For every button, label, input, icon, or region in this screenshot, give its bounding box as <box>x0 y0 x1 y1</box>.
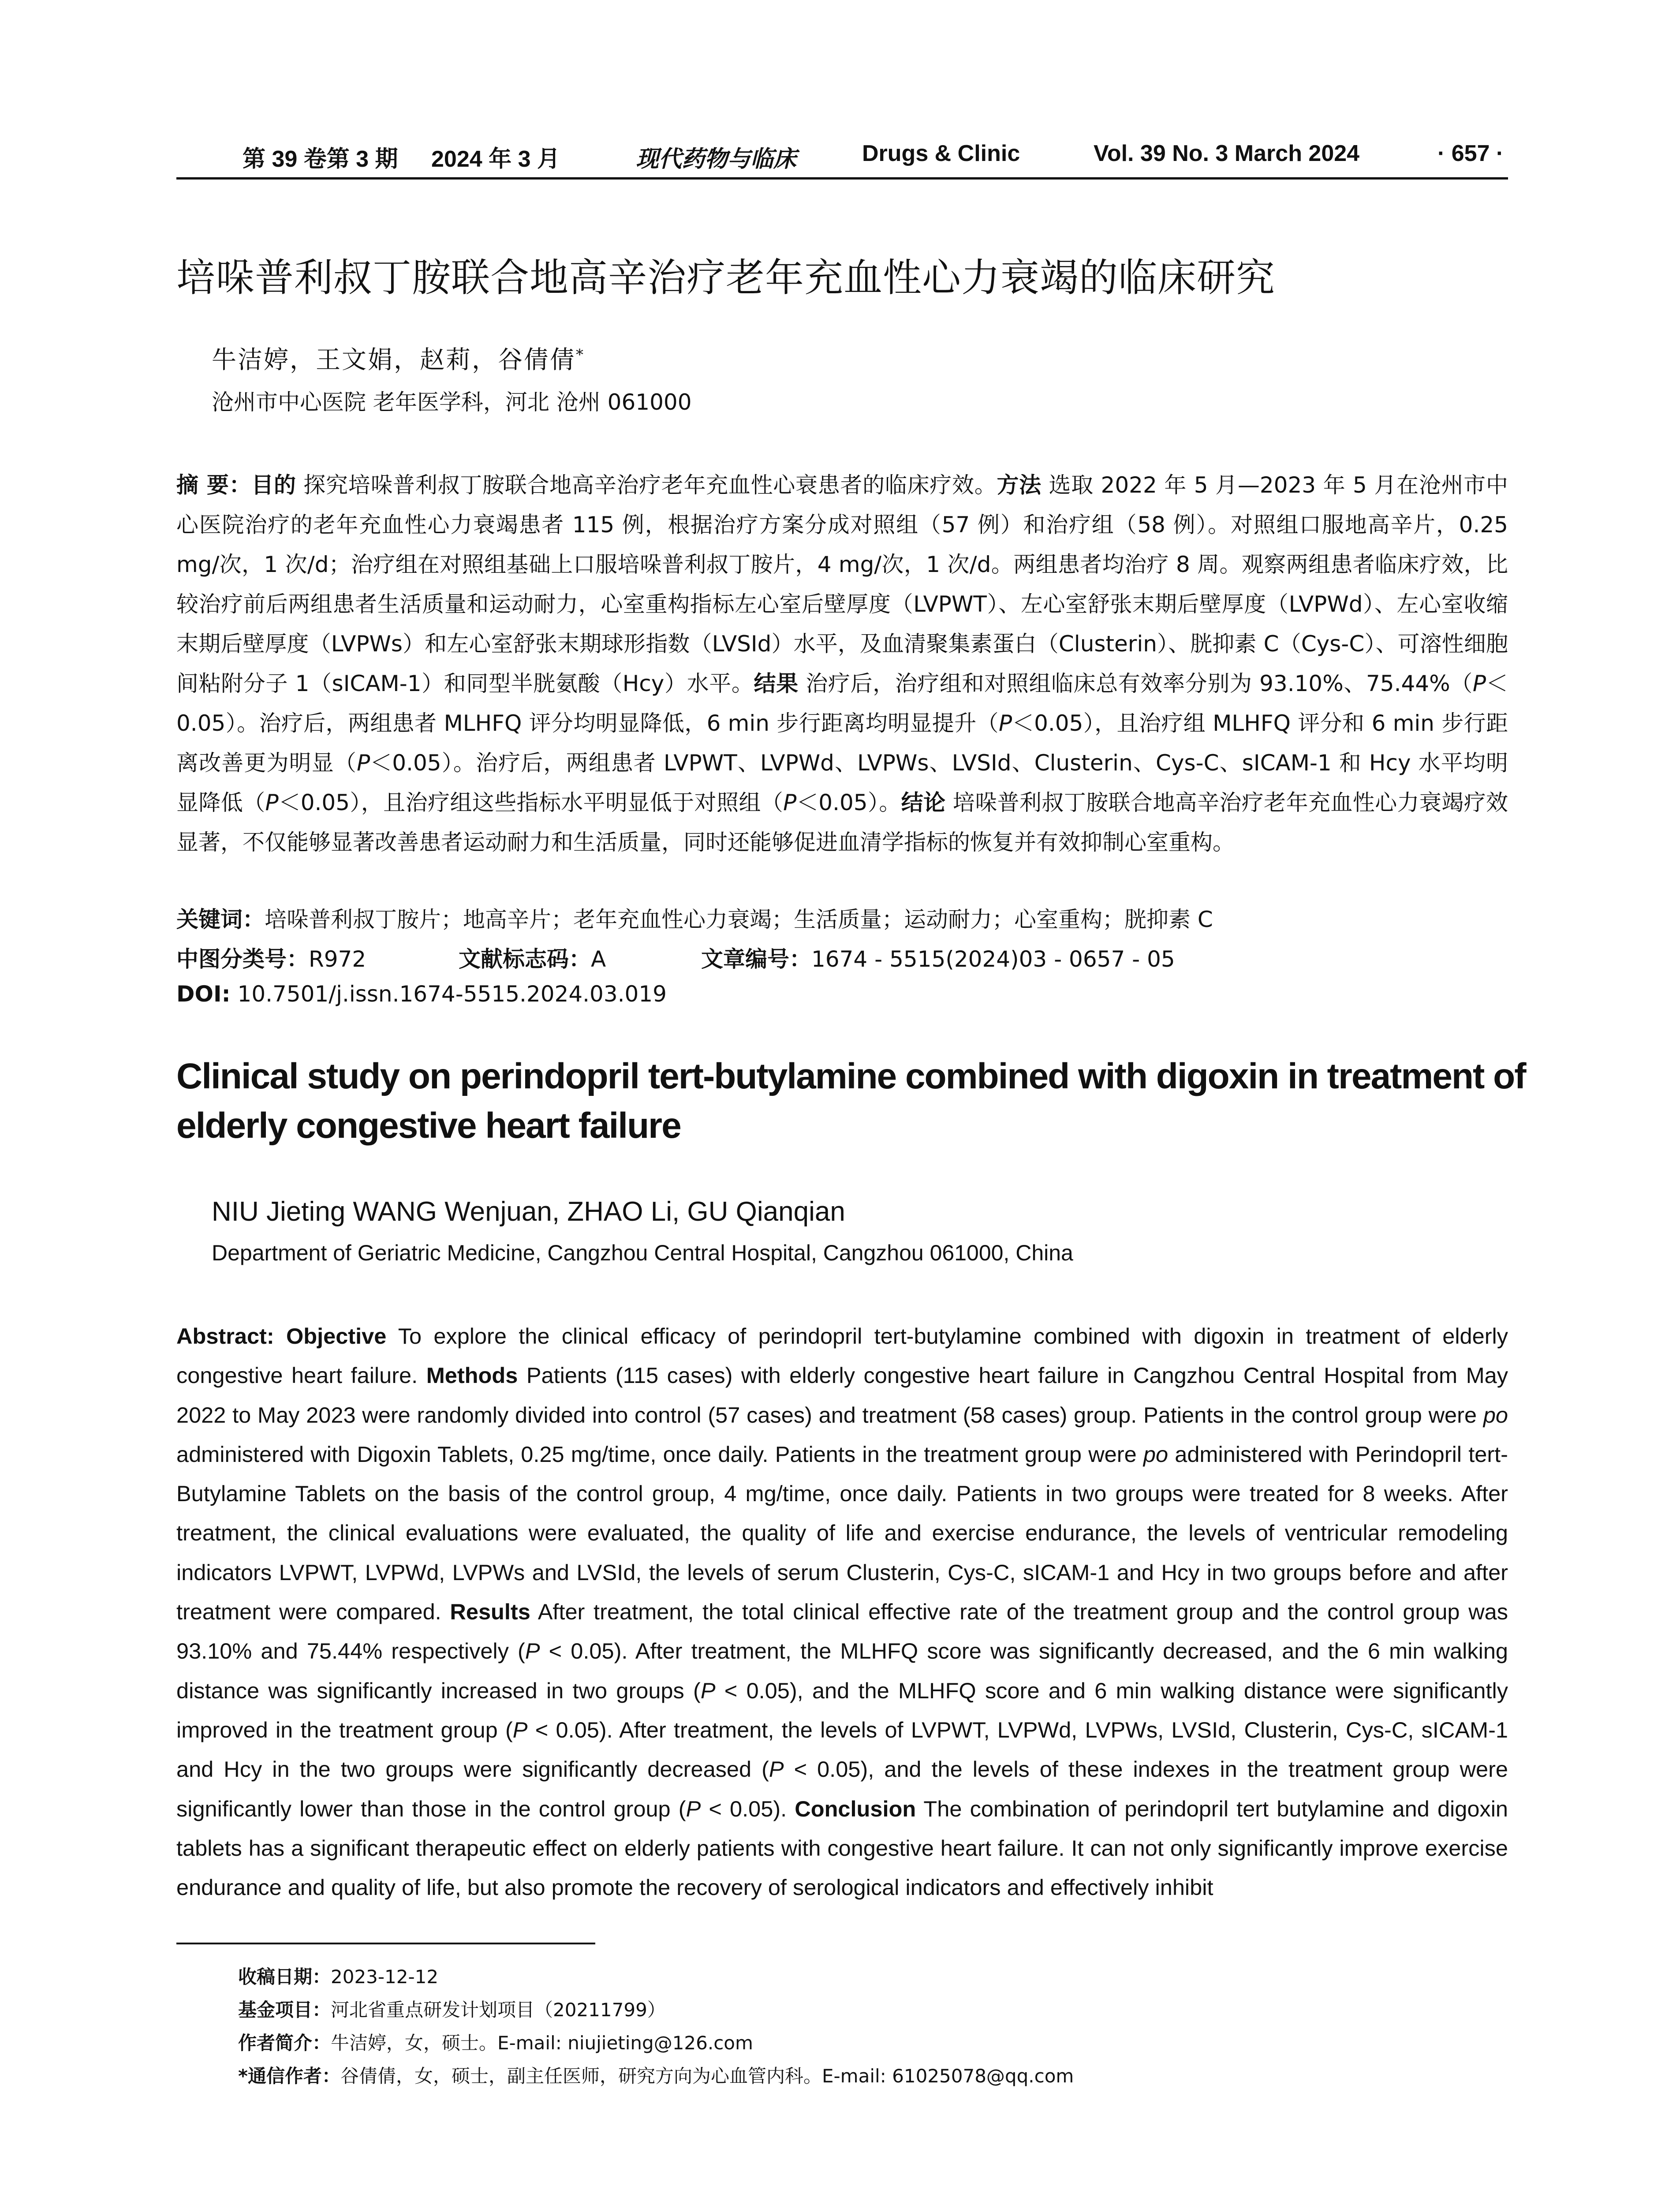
results-text-en: < 0.05). After treatment, the levels of LVPWT, LVPWd, LVPWs, LVSId, Clusterin, Cys-C, sICAM-1 and Hcy in the two groups were significantly decreased ( <box>176 1717 1508 1782</box>
header-date-zh: 2024 年 3 月 <box>431 146 560 172</box>
p-value-symbol: P <box>998 710 1012 736</box>
p-value-symbol: P <box>700 1678 716 1703</box>
english-abstract <box>176 1316 1508 1907</box>
results-text-en: < 0.05), and the levels of these indexes in the treatment group were significantly lower than those in the control group ( <box>176 1757 1508 1821</box>
results-text-en: After treatment, the total clinical effective rate of the treatment group and the control group was 93.10% and 75.44% respectively ( <box>176 1599 1508 1664</box>
methods-label-zh: 方法 <box>997 472 1042 498</box>
footnote-author-bio <box>238 2029 753 2055</box>
conclusion-text-en: The combination of perindopril tert butylamine and digoxin tablets has a significant therapeutic effect on elderly patients with congestive heart failure. It can not only significantly improve exercise endurance and quality of life, but also promote the recovery of serological indicators and effectively inhibit <box>176 1796 1508 1900</box>
results-text-zh: ＜0.05），且治疗组 MLHFQ 评分和 6 min 步行距离改善更为明显（ <box>176 710 1508 776</box>
fund-text: 河北省重点研发计划项目（20211799） <box>331 1999 666 2021</box>
results-text-zh: ＜0.05）。 <box>796 790 901 815</box>
conclusion-label-en: Conclusion <box>795 1796 916 1821</box>
methods-text-en: administered with Perindopril tert-Butylamine Tablets on the basis of the control group, 4 mg/time, once daily. Patients in two groups were treated for 8 weeks. After treatment, the clinical evaluations were evaluated, the quality of life and exercise endurance, the levels of ventricular remodeling indicators LVPWT, LVPWd, LVPWs and LVSId, the levels of serum Clusterin, Cys-C, sICAM-1 and Hcy in two groups before and after treatment were compared. <box>176 1441 1508 1625</box>
footnote-rule <box>176 1943 595 1944</box>
footnote-fund <box>238 1996 666 2022</box>
english-affiliation: Department of Geriatric Medicine, Cangzhou Central Hospital, Cangzhou 061000, China <box>212 1241 1073 1265</box>
article-number-label: 文章编号： <box>701 946 811 972</box>
english-authors: NIU Jieting WANG Wenjuan, ZHAO Li, GU Qianqian <box>212 1196 845 1227</box>
author-bio-label: 作者简介： <box>238 2032 331 2054</box>
header-volume-zh: 第 39 卷第 3 期 <box>243 146 398 172</box>
clc-label: 中图分类号： <box>176 946 309 972</box>
doi-value: 10.7501/j.issn.1674-5515.2024.03.019 <box>230 981 667 1007</box>
p-value-symbol: P <box>525 1638 540 1664</box>
p-value-symbol: P <box>769 1757 784 1782</box>
p-value-symbol: P <box>686 1796 701 1821</box>
fund-label: 基金项目： <box>238 1999 331 2021</box>
conclusion-text-zh: 培哚普利叔丁胺联合地高辛治疗老年充血性心力衰竭疗效显著，不仅能够显著改善患者运动耐力和生活质量，同时还能够促进血清学指标的恢复并有效抑制心室重构。 <box>176 790 1508 855</box>
doc-code-label: 文献标志码： <box>459 946 591 972</box>
results-text-en: < 0.05). <box>701 1796 795 1821</box>
chinese-authors <box>212 340 585 376</box>
header-rule <box>176 177 1508 179</box>
chinese-affiliation: 沧州市中心医院 老年医学科，河北 沧州 061000 <box>212 389 692 415</box>
doc-code-value: A <box>591 946 606 972</box>
header-volume-en: Vol. 39 No. 3 March 2024 <box>1094 141 1360 166</box>
article-number <box>701 942 1175 973</box>
results-text-zh: 治疗后，治疗组和对照组临床总有效率分别为 93.10%、75.44%（ <box>798 671 1473 696</box>
objective-text-zh: 探究培哚普利叔丁胺联合地高辛治疗老年充血性心衰患者的临床疗效。 <box>296 472 997 498</box>
results-text-zh: ＜0.05）。治疗后，两组患者 LVPWT、LVPWd、LVPWs、LVSId、Clusterin、Cys-C、sICAM-1 和 Hcy 水平均明显降低（ <box>176 750 1508 815</box>
keywords-text: 培哚普利叔丁胺片；地高辛片；老年充血性心力衰竭；生活质量；运动耐力；心室重构；胱抑素 C <box>265 907 1213 932</box>
running-header <box>176 140 1508 180</box>
corresponding-author-label: *通信作者： <box>238 2065 340 2087</box>
footnote-received <box>238 1962 438 1989</box>
methods-text-zh: 选取 2022 年 5 月—2023 年 5 月在沧州市中心医院治疗的老年充血性心力衰竭患者 115 例，根据治疗方案分成对照组（57 例）和治疗组（58 例）。对照组口服地高辛片，0.25 mg/次，1 次/d；治疗组在对照组基础上口服培哚普利叔丁胺片，4 mg/次，1 次/d。两组患者均治疗 8 周。观察两组患者临床疗效，比较治疗前后两组患者生活质量和运动耐力，心室重构指标左心室后壁厚度（LVPWT）、左心室舒张末期后壁厚度（LVPWd）、左心室收缩末期后壁厚度（LVPWs）和左心室舒张末期球形指数（LVSId）水平，及血清聚集素蛋白（Clusterin）、胱抑素 C（Cys-C）、可溶性细胞间粘附分子 1（sICAM-1）和同型半胱氨酸（Hcy）水平。 <box>176 472 1508 696</box>
abstract-label-zh: 摘 要： <box>176 472 252 498</box>
methods-text-en: administered with Digoxin Tablets, 0.25 mg/time, once daily. Patients in the treatment group were <box>176 1441 1143 1467</box>
header-journal-en: Drugs & Clinic <box>862 141 1020 166</box>
po-abbreviation: po <box>1483 1402 1508 1428</box>
objective-label-zh: 目的 <box>251 472 296 498</box>
results-label-en: Results <box>450 1599 530 1625</box>
english-title: Clinical study on perindopril tert-butylamine combined with digoxin in treatment of elderly congestive heart failure <box>176 1056 1526 1146</box>
results-text-zh: ＜0.05），且治疗组这些指标水平明显低于对照组（ <box>278 790 784 815</box>
doi-line <box>176 981 667 1007</box>
doi-label: DOI: <box>176 981 231 1007</box>
keywords-label: 关键词： <box>176 907 265 932</box>
results-label-zh: 结果 <box>754 671 799 696</box>
methods-label-en: Methods <box>426 1363 518 1388</box>
po-abbreviation: po <box>1143 1441 1169 1467</box>
clc-value: R972 <box>309 946 366 972</box>
results-text-zh: ＜0.05）。治疗后，两组患者 MLHFQ 评分均明显降低，6 min 步行距离均明显提升（ <box>176 671 1508 736</box>
p-value-symbol: P <box>1472 671 1486 696</box>
classification-line <box>176 942 1175 973</box>
corresponding-author-mark: * <box>576 346 585 364</box>
results-text-en: < 0.05). After treatment, the MLHFQ score was significantly decreased, and the 6 min walking distance was significantly increased in two groups ( <box>176 1638 1508 1703</box>
chinese-abstract <box>176 465 1508 862</box>
received-label: 收稿日期： <box>238 1966 331 1988</box>
conclusion-label-zh: 结论 <box>901 790 946 815</box>
doc-code <box>459 942 606 973</box>
keywords-line <box>176 902 1213 934</box>
p-value-symbol: P <box>357 750 370 776</box>
author-bio-text: 牛洁婷，女，硕士。E-mail: niujieting@126.com <box>331 2032 753 2054</box>
objective-text-en: To explore the clinical efficacy of perindopril tert-butylamine combined with digoxin in treatment of elderly congestive heart failure. <box>176 1323 1508 1388</box>
abstract-label-en: Abstract: Objective <box>176 1323 387 1349</box>
results-text-en: < 0.05), and the MLHFQ score and 6 min walking distance were significantly improved in the treatment group ( <box>176 1678 1508 1742</box>
header-page-number: · 657 · <box>1437 141 1504 166</box>
article-number-value: 1674 - 5515(2024)03 - 0657 - 05 <box>811 946 1175 972</box>
header-journal-zh: 现代药物与临床 <box>636 146 797 172</box>
received-date: 2023-12-12 <box>331 1966 439 1988</box>
footnote-corresponding-author <box>238 2062 1074 2088</box>
chinese-title: 培哚普利叔丁胺联合地高辛治疗老年充血性心力衰竭的临床研究 <box>176 255 1276 300</box>
p-value-symbol: P <box>265 790 279 815</box>
chinese-author-names: 牛洁婷，王文娟，赵莉，谷倩倩 <box>212 346 576 374</box>
p-value-symbol: P <box>512 1717 528 1742</box>
corresponding-author-text: 谷倩倩，女，硕士，副主任医师，研究方向为心血管内科。E-mail: 61025078@qq.com <box>340 2065 1074 2087</box>
methods-text-en: Patients (115 cases) with elderly congestive heart failure in Cangzhou Central Hospital from May 2022 to May 2023 were randomly divided into control (57 cases) and treatment (58 cases) group. Patients in the control group were <box>176 1363 1508 1428</box>
p-value-symbol: P <box>783 790 797 815</box>
